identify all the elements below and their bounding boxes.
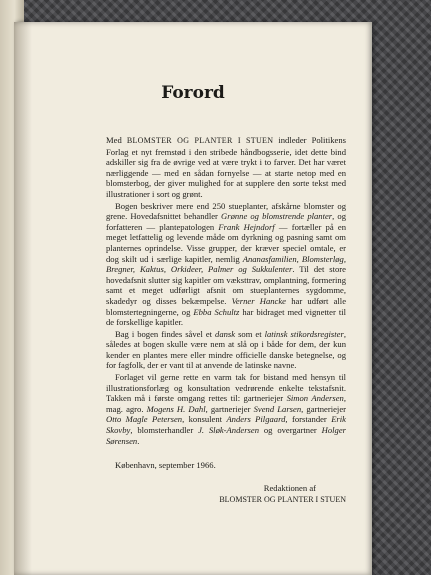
emphasis-text: dansk [215,328,236,339]
page-title: Forord [161,83,225,103]
text-run: som et [235,328,265,339]
text-run: — fortæller på en meget letfattelig og levende måde om dyrkning og pasning samt om planternes oprindelse. Visse grupper, der kræver speciel omtale, er dog skilt ud i særlige kapitler, nemlig [106,221,346,264]
signature-line-1: Redaktionen af [263,483,316,493]
text-run: , således at bogen skulle være nem at slå op i både for dem, der kun kender en plantes mere eller mindre officielle danske betegnelse, og for fagfolk, der er vant til at anvende de latinske navne. [106,328,346,371]
book-title-caps: BLOMSTER OG PLANTER I STUEN [126,136,274,145]
text-run: . [137,435,140,446]
emphasis-text: J. Sløk-Andersen [198,425,259,436]
book-page [14,22,372,575]
place-date: København, september 1966. [115,460,216,470]
text-run: , mag. agro. [106,393,346,414]
emphasis-text: Otto Magle Petersen [106,414,183,425]
emphasis-text: Frank Hejndorf [218,221,275,232]
emphasis-text: Anders Pilgaard [226,414,286,425]
emphasis-text: Holger Sørensen [106,425,346,446]
text-run: Bag i bogen findes såvel et [115,328,216,339]
text-run: Med [106,135,127,145]
emphasis-text: Simon Andersen [286,393,344,404]
text-run: og overgartner [259,425,322,436]
emphasis-text: Verner Hancke [231,295,286,306]
paragraph [106,135,346,200]
paragraph [106,372,346,446]
text-run: Forlaget vil gerne rette en varm tak for bistand med hensyn til illustrationsforlæg og konsultation vedrørende enkelte tekstafsnit. Takken må i første omgang rettes til: gartneriejer [106,372,346,404]
text-run: , gartneriejer [205,403,254,414]
text-run: indleder Politikens Forlag et nyt fremstød i den stribede håndbogsserie, idet dette bind adskiller sig fra de øvrige ved at være trykt i to farver. Det har været nærliggende — med en sådan fornyelse — at starte netop med en blomsterbog, der giver mulighed for at supplere den sorte tekst med illustrationer i sort og grønt. [106,135,346,199]
text-run: . Til det store hovedafsnit slutter sig kapitler om væksttrav, omplantning, formering samt et meget udførligt afsnit om stueplanternes sygdomme, skadedyr og disses bekæmpelse. [106,264,346,306]
text-run: , konsulent [182,414,227,425]
text-run: Bogen beskriver mere end 250 stueplanter, afskårne blomster og grene. Hovedafsnittet behandler [106,200,346,222]
emphasis-text: Mogens H. Dahl [146,403,206,414]
paragraph [106,329,346,371]
emphasis-text: Ananasfamilien, Blomsterløg, Bregner, Kaktus, Orkideer, Palmer og Sukkulenter [106,253,346,275]
emphasis-text: Ebba Schultz [193,306,240,317]
emphasis-text: latinsk stikordsregister [264,328,344,339]
foreword-body [106,135,346,447]
signoff [106,460,346,505]
signature-line-2: BLOMSTER OG PLANTER I STUEN [219,495,346,504]
emphasis-text: Erik Skovby [106,414,346,436]
text-run: har udført alle blomstertegningerne, og [106,295,347,317]
emphasis-text: Grønne og blomstrende planter [221,211,333,222]
paragraph [106,201,346,328]
text-run: , blomsterhandler [130,425,199,436]
text-run: har bidraget med vignetter til de forskellige kapitler. [106,306,346,328]
text-run: , forstander [285,414,332,425]
emphasis-text: Svend Larsen [253,403,302,414]
text-run: , gartneriejer [301,403,346,414]
text-run: , og forfatteren — plantepatologen [106,211,346,232]
page-gutter-shadow [14,22,32,575]
